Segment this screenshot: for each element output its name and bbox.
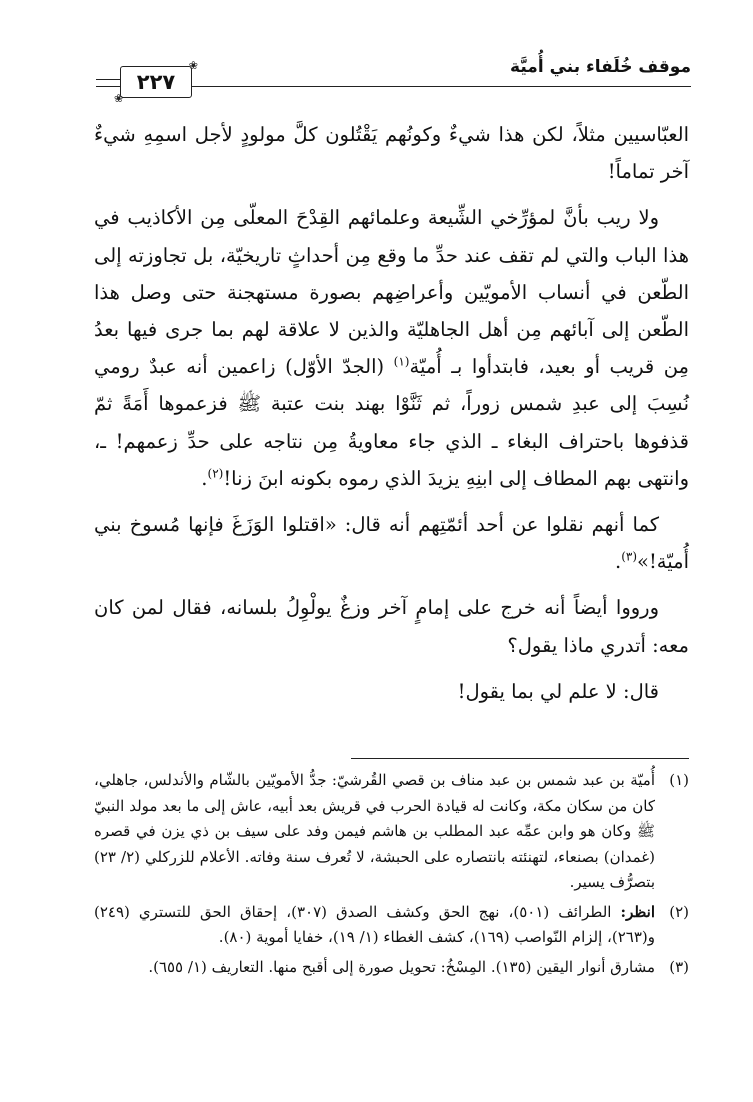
header-double-rule <box>96 79 120 87</box>
footnote-number: (١) <box>669 771 689 789</box>
paragraph: ورووا أيضاً أنه خرج على إمامٍ آخر وزغٌ يولْوِلُ بلسانه، فقال لمن كان معه: أتدري ماذا يقول؟ <box>94 596 689 657</box>
footnote <box>94 900 689 951</box>
footnote-text: أُميّة بن عبد شمس بن عبد مناف بن قصي القُرشيّ: جدُّ الأمويّين بالشّام والأندلس، جاهلي، كان من سكان مكة، وكانت له قيادة الحرب في قريش بعد أبيه، عاش إلى ما بعد مولد النبيّ ﷺ وكان هو وابن عمِّه عبد المطلب بن هاشم فيمن وفد على سيف بن ذي يزن في قصره (غمدان) بصنعاء، لتهنئته بانتصاره على الحبشة، لا تُعرف سنة وفاته. الأعلام للزركلي (٢/ ٢٣) بتصرُّف يسير. <box>94 771 655 891</box>
paragraph: العبّاسيين مثلاً، لكن هذا شيءٌ وكونُهم يَقْتُلون كلَّ مولودٍ لأجل اسمِهِ شيءٌ آخر تماماً! <box>94 123 689 184</box>
footnote-ref: (١) <box>393 354 410 369</box>
footnote-separator <box>351 758 689 759</box>
paragraph: كما أنهم نقلوا عن أحد أئمّتِهم أنه قال: «اقتلوا الوَزَغَ فإنها مُسوخ بني أُميّة!»$^{(٣)}$. <box>94 513 689 574</box>
footnote-number: (٣) <box>669 957 689 976</box>
footnote-number: (٢) <box>669 902 689 921</box>
paragraph: قال: لا علم لي بما يقول! <box>457 679 659 703</box>
footnote-text: انظر: الطرائف (٥٠١)، نهج الحق وكشف الصدق (٣٠٧)، إحقاق الحق للتستري (٢٤٩) و(٢٦٣)، إلزام النّواصب (١٦٩)، كشف الغطاء (١/ ١٩)، خفايا أموية (٨٠). <box>94 902 656 946</box>
paragraph: ولا ريب بأنَّ لمؤرِّخي الشِّيعة وعلمائهم القِدْحَ المعلّى مِن الأكاذيب في هذا الباب والتي لم تقف عند حدِّ ما وقع مِن أحداثٍ تاريخيّة، بل تجاوزته إلى الطّعن في أنساب الأمويّين وأعراضِهم بصورة مستهجنة حتى وصل هذا الطّعن إلى آبائهم مِن أهل الجاهليّة والذين لا علاقة لهم بما جرى فيها بعدُ مِن قريب أو بعيد، فابتدأوا بـ أُميّة$^{(١)}$ (الجدّ الأوّل) زاعمين أنه عبدٌ رومي نُسِبَ إلى عبدِ شمس زوراً، ثم ثَنَّوْا بهند بنت عتبة ﷺ فزعموها أَمَةً ثمّ قذفوها باحتراف البغاء ـ الذي جاء معاويةُ مِن نتاجه على حدِّ زعمهم! ـ، وانتهى بهم المطاف إلى ابنِهِ يزيدَ الذي رموه بكونه ابنَ زنا!$^{(٢)}$. <box>94 206 689 490</box>
page-number-frame <box>114 59 198 105</box>
page-number: ٢٢٧ <box>136 70 176 94</box>
footnote-lead: انظر: <box>620 902 656 921</box>
footnote-text: مشارق أنوار اليقين (١٣٥). المِسْخُ: تحويل صورة إلى أقبح منها. التعاريف (١/ ٦٥٥). <box>148 957 655 976</box>
footnote-ref: (٢) <box>207 466 224 481</box>
footnotes <box>94 768 689 984</box>
body-text <box>94 116 689 719</box>
ornament-icon: ❀ <box>188 59 198 72</box>
footnote-ref: (٣) <box>621 549 638 564</box>
footnote <box>94 768 689 896</box>
footnote <box>94 955 689 981</box>
ornament-icon: ❀ <box>114 92 124 105</box>
running-title: موقف خُلَفاء بني أُميَّة <box>510 57 691 77</box>
header-rule <box>190 86 691 87</box>
